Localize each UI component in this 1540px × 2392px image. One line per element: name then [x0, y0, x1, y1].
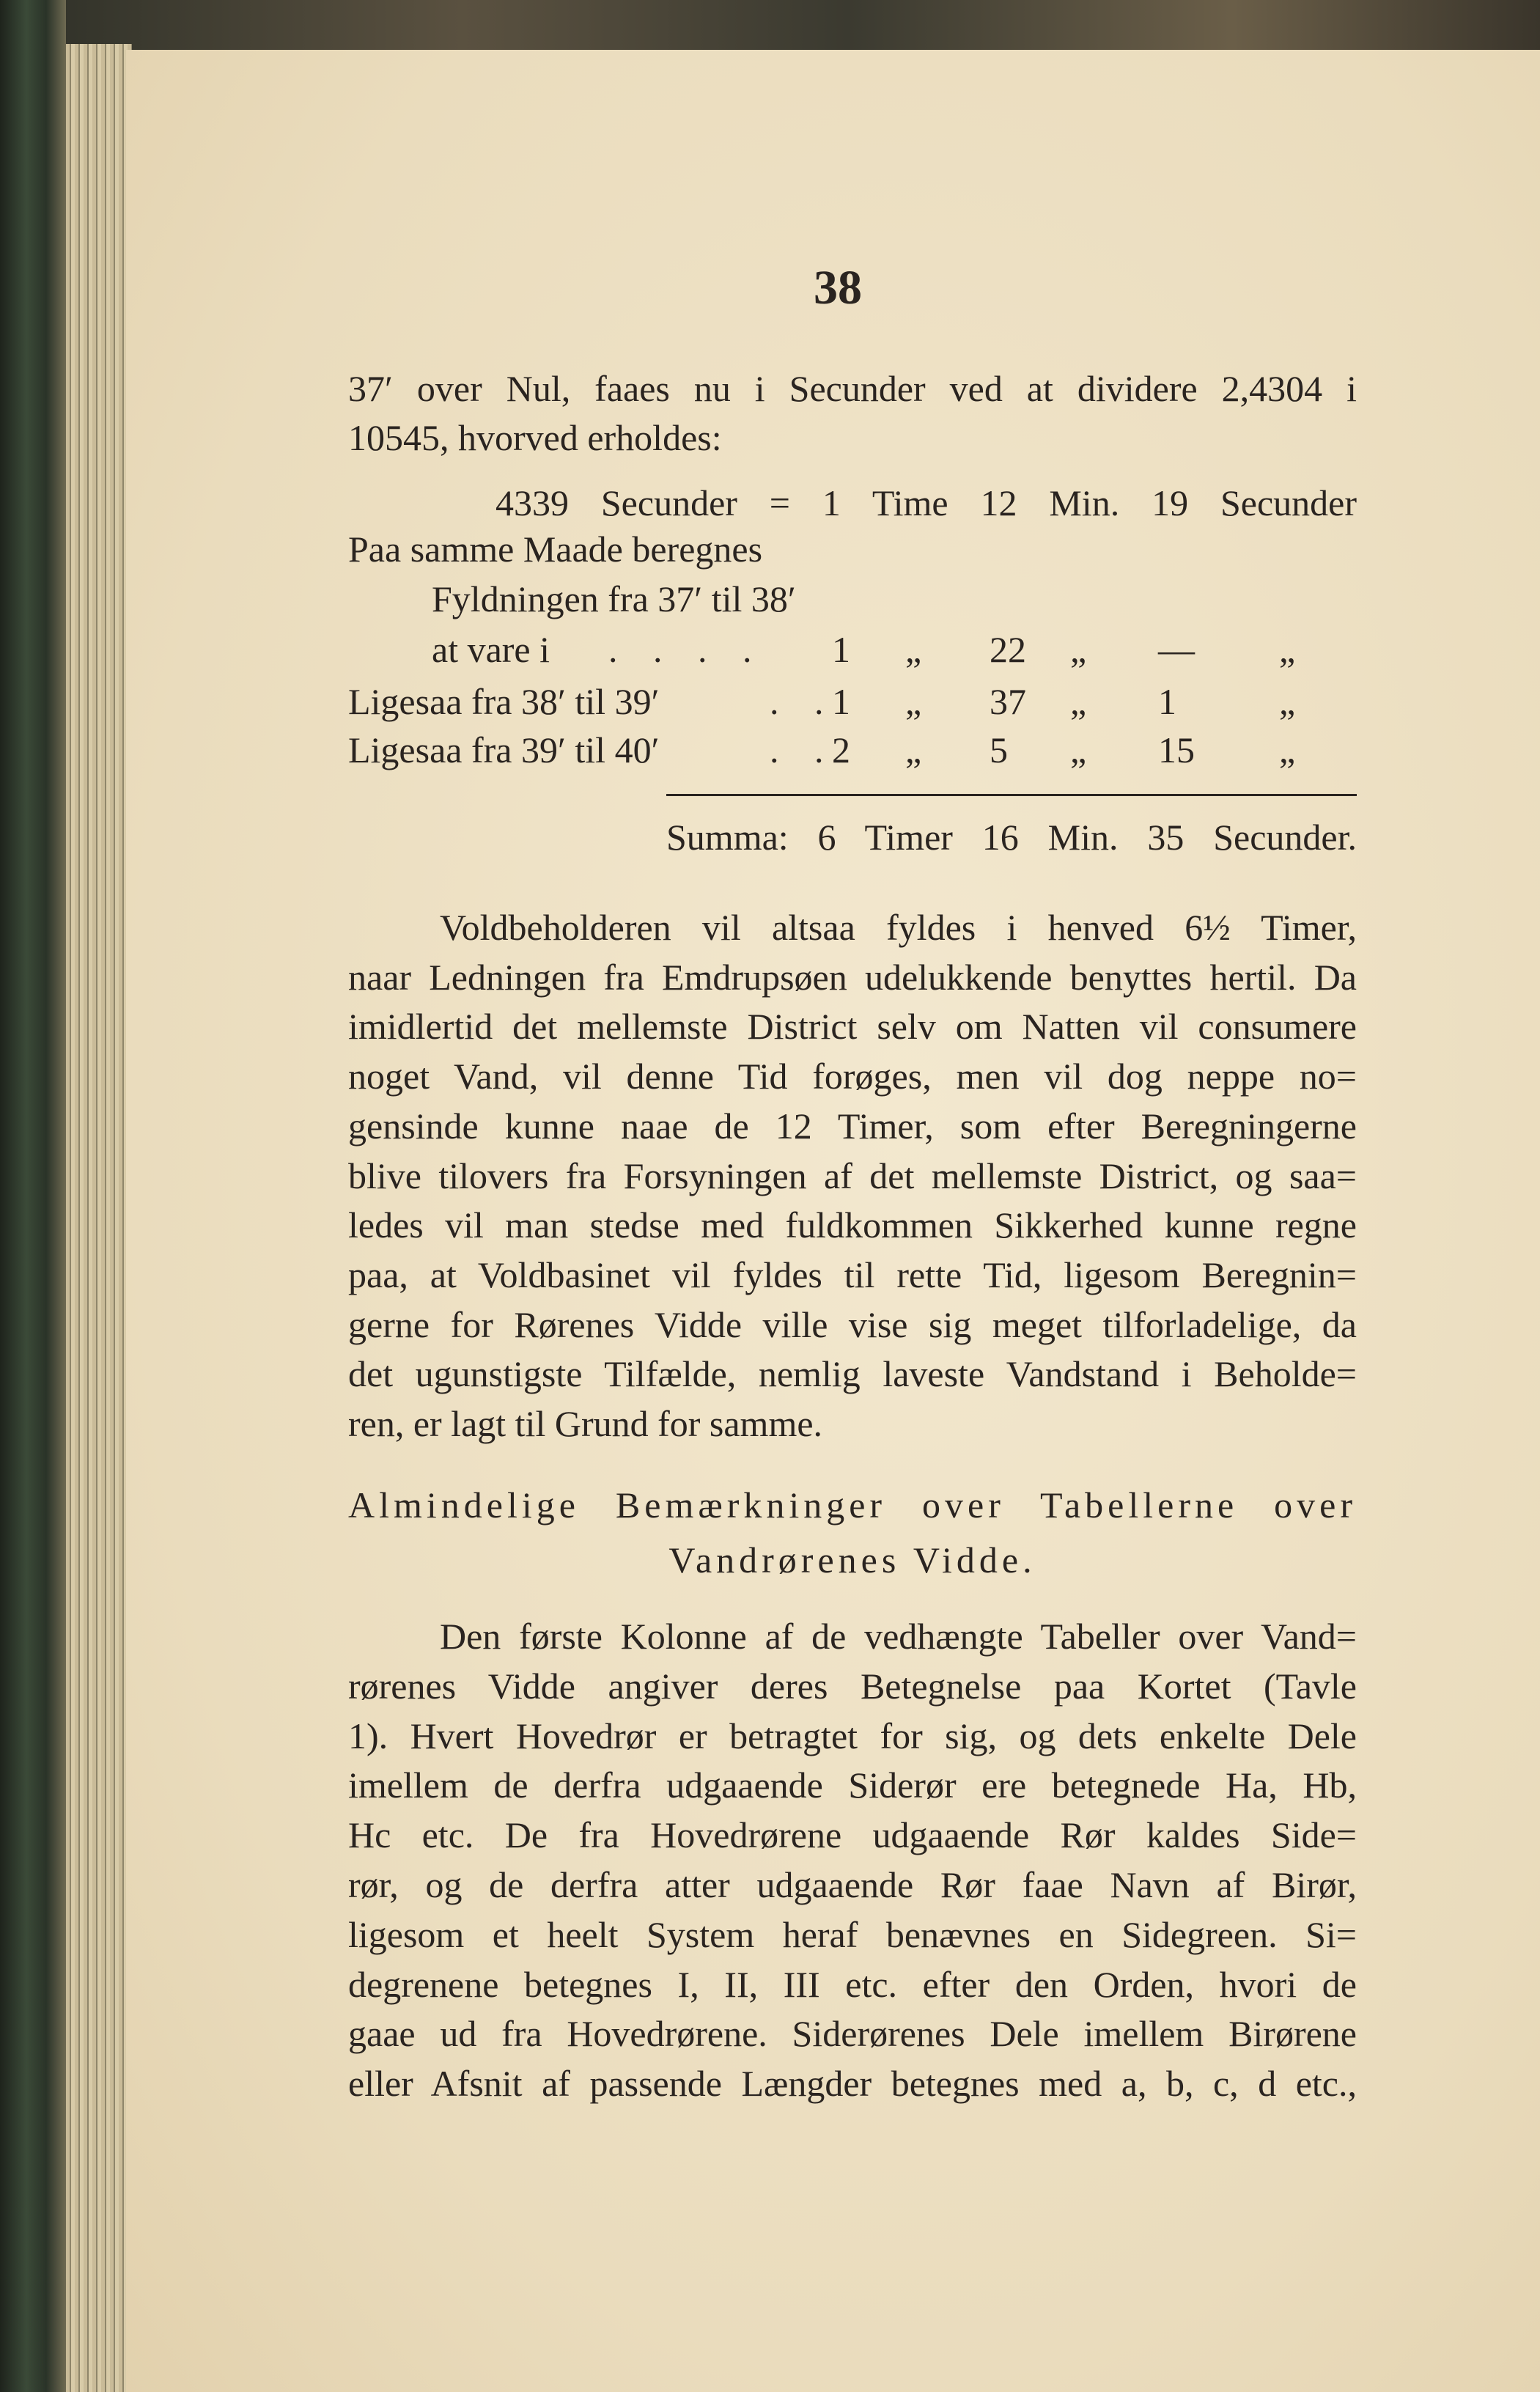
text-line: Fyldningen fra 37′ til 38′ — [432, 578, 796, 619]
row-hours: 1 — [832, 681, 850, 722]
text-line: eller Afsnit af passende Længder betegnes med a, b, c, d etc., — [348, 2063, 1357, 2105]
text-line: rørenes Vidde angiver deres Betegnelse paa Kortet (Tavle — [348, 1665, 1357, 1707]
text-line: degrenene betegnes I, II, III etc. efter den Orden, hvori de — [348, 1963, 1357, 2005]
row-dots: . . — [770, 729, 837, 770]
text-line: noget Vand, vil denne Tid forøges, men vil dog neppe no= — [348, 1056, 1357, 1097]
row-minutes: 22 — [990, 629, 1026, 670]
page-number: 38 — [814, 261, 862, 314]
section-heading-line2: Vandrørenes Vidde. — [668, 1539, 1036, 1580]
text-line: gerne for Rørenes Vidde ville vise sig meget tilforladelige, da — [348, 1303, 1357, 1345]
text-line: ligesom et heelt System heraf benævnes en Sidegreen. Si= — [348, 1913, 1357, 1955]
sum-rule — [666, 794, 1357, 796]
text-line: 10545, hvorved erholdes: — [348, 417, 722, 458]
text-line: naar Ledningen fra Emdrupsøen udelukkende benyttes hertil. Da — [348, 956, 1357, 998]
text-line: paa, at Voldbasinet vil fyldes til rette Tid, ligesom Beregnin= — [348, 1254, 1357, 1295]
row-dots: . . . . — [608, 629, 765, 670]
text-line: imidlertid det mellemste District selv om Natten vil consumere — [348, 1006, 1357, 1048]
ditto-mark: „ — [1279, 629, 1296, 670]
ditto-mark: „ — [1070, 729, 1087, 770]
row-seconds: 1 — [1158, 681, 1176, 722]
text-line: 37′ over Nul, faaes nu i Secunder ved at dividere 2,4304 i — [348, 368, 1357, 409]
text-line: rør, og de derfra atter udgaaende Rør faae Navn af Birør, — [348, 1864, 1357, 1905]
row-minutes: 37 — [990, 681, 1026, 722]
row-label: Ligesaa fra 38′ til 39′ — [348, 681, 660, 722]
text-line: Hc etc. De fra Hovedrørene udgaaende Rør kaldes Side= — [348, 1814, 1357, 1856]
text-line: gaae ud fra Hovedrørene. Siderørenes Dele imellem Birørene — [348, 2013, 1357, 2055]
text-line: ledes vil man stedse med fuldkommen Sikkerhed kunne regne — [348, 1204, 1357, 1246]
table-total: Summa: 6 Timer 16 Min. 35 Secunder. — [666, 817, 1357, 858]
text-line: imellem de derfra udgaaende Siderør ere betegnede Ha, Hb, — [348, 1764, 1357, 1806]
equation: 4339 Secunder = 1 Time 12 Min. 19 Secunder — [495, 482, 1357, 523]
ditto-mark: „ — [1279, 681, 1296, 722]
row-seconds: 15 — [1158, 729, 1195, 770]
text-line: Paa samme Maade beregnes — [348, 529, 763, 570]
row-hours: 2 — [832, 729, 850, 770]
text-line: ren, er lagt til Grund for samme. — [348, 1403, 823, 1444]
book-binding — [0, 0, 66, 2392]
ditto-mark: „ — [905, 629, 922, 670]
ditto-mark: „ — [905, 681, 922, 722]
text-line: Den første Kolonne af de vedhængte Tabeller over Vand= — [440, 1616, 1357, 1657]
row-label: at vare i — [432, 629, 550, 670]
ditto-mark: „ — [905, 729, 922, 770]
text-line: blive tilovers fra Forsyningen af det mellemste District, og saa= — [348, 1155, 1357, 1196]
text-line: det ugunstigste Tilfælde, nemlig laveste Vandstand i Beholde= — [348, 1353, 1357, 1395]
row-hours: 1 — [832, 629, 850, 670]
row-minutes: 5 — [990, 729, 1008, 770]
row-dots: . . — [770, 681, 837, 722]
row-label: Ligesaa fra 39′ til 40′ — [348, 729, 660, 770]
text-line: Voldbeholderen vil altsaa fyldes i henved 6½ Timer, — [440, 907, 1357, 948]
text-line: 1). Hvert Hovedrør er betragtet for sig, og dets enkelte Dele — [348, 1715, 1357, 1756]
page-edges — [66, 44, 132, 2392]
ditto-mark: „ — [1070, 681, 1087, 722]
row-seconds: — — [1158, 629, 1195, 670]
section-heading-line1: Almindelige Bemærkninger over Tabellerne over — [348, 1484, 1357, 1526]
ditto-mark: „ — [1279, 729, 1296, 770]
text-line: gensinde kunne naae de 12 Timer, som efter Beregningerne — [348, 1105, 1357, 1147]
ditto-mark: „ — [1070, 629, 1087, 670]
book-cover-edge — [0, 0, 1540, 51]
